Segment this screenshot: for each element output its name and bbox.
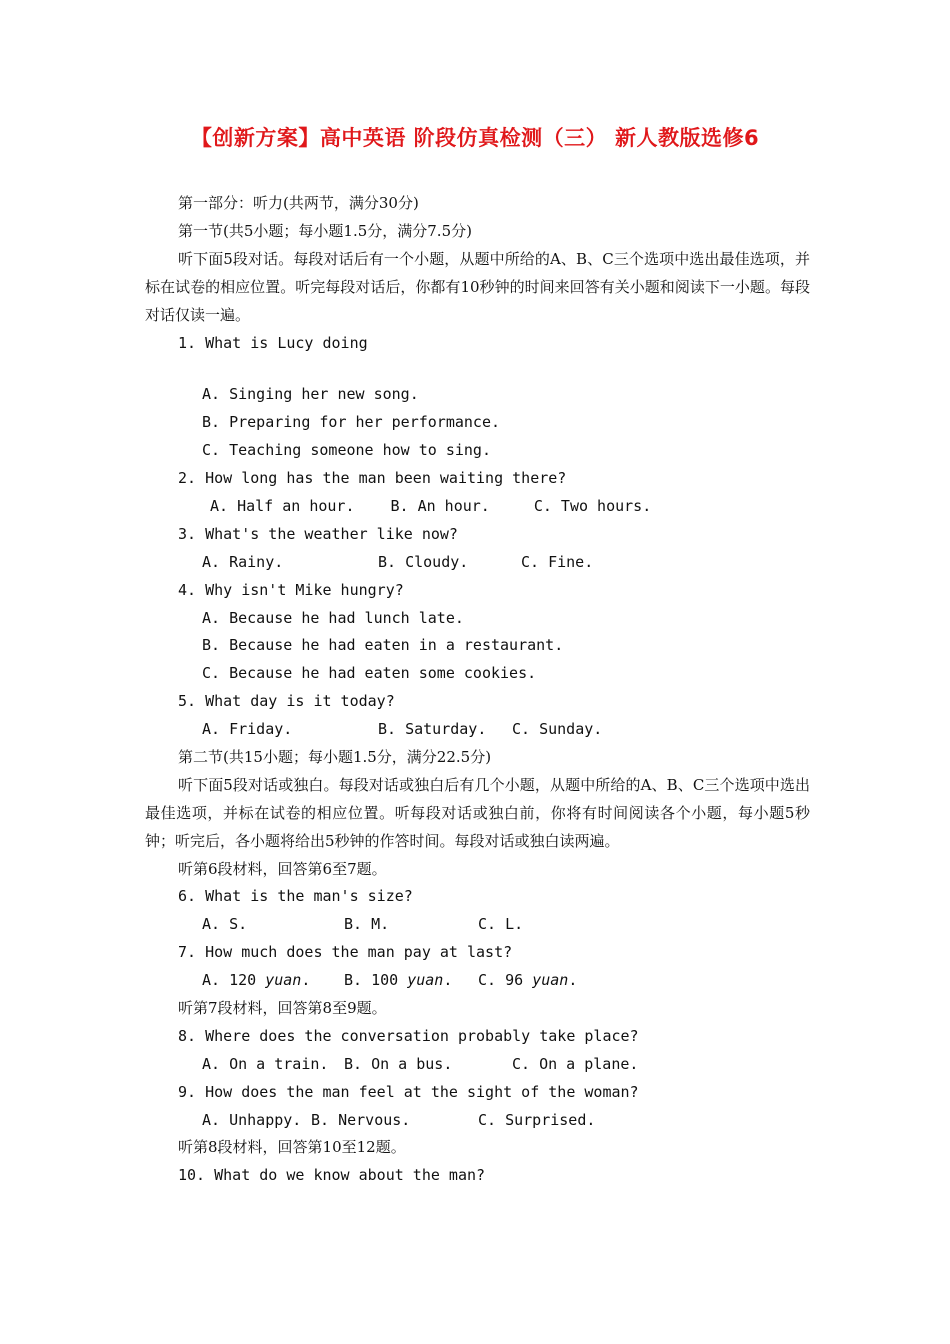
question-4: 4. Why isn't Mike hungry? [178,580,404,599]
option-c: C. Teaching someone how to sing. [202,441,491,460]
instruction-paragraph: 听下面5段对话或独白。每段对话或独白后有几个小题，从题中所给的A、B、C三个选项中选出最佳选项，并标在试卷的相应位置。听每段对话或独白前，你将有时间阅读各个小题，每小题5秒钟；听完后，各小题将给出5秒钟的作答时间。每段对话或独白读两遍。 [145,775,810,850]
instruction-paragraph: 听下面5段对话。每段对话后有一个小题，从题中所给的A、B、C三个选项中选出最佳选项，并标在试卷的相应位置。听完每段对话后，你都有10秒钟的时间来回答有关小题和阅读下一小题。每段对话仅读一遍。 [145,249,810,324]
material-heading: 听第7段材料，回答第8至9题。 [178,999,387,1018]
option-b: B. Cloudy. [378,552,469,571]
section-heading: 第一节(共5小题；每小题1.5分，满分7.5分) [178,221,472,240]
question-10: 10. What do we know about the man? [178,1166,486,1185]
part-heading: 第一部分：听力(共两节，满分30分) [178,194,419,212]
options-row [145,967,810,995]
options-row [145,1107,810,1135]
option-a: A. S. [202,915,248,934]
options-row [145,716,810,744]
option-c: C. 96 yuan. [478,971,578,990]
option-b: B. Because he had eaten in a restaurant. [202,636,564,655]
option-b: B. 100 yuan. [344,971,453,990]
option-a: A. On a train. [202,1054,329,1073]
question-6: 6. What is the man's size? [178,887,413,906]
question-5: 5. What day is it today? [178,692,395,711]
options-row [145,911,810,939]
option-a: A. Unhappy. [202,1110,302,1129]
option-a: A. Because he had lunch late. [202,608,464,627]
question-8: 8. Where does the conversation probably take place? [178,1026,639,1045]
material-heading: 听第6段材料，回答第6至7题。 [178,859,387,878]
question-7: 7. How much does the man pay at last? [178,943,513,962]
question-3: 3. What's the weather like now? [178,524,458,543]
options-row [145,1051,810,1079]
option-b: B. M. [344,915,390,934]
option-a: A. Half an hour. [210,496,355,515]
document-body [145,190,810,1190]
option-a: A. Friday. [202,720,293,739]
option-b: B. An hour. [390,496,490,515]
option-b: B. Nervous. [311,1110,411,1129]
question-1: 1. What is Lucy doing [178,333,368,352]
question-2: 2. How long has the man been waiting there? [178,469,567,488]
document-title: 【创新方案】高中英语 阶段仿真检测（三） 新人教版选修6 [190,126,760,150]
options-row [145,493,810,521]
option-a: A. 120 yuan. [202,971,311,990]
question-9: 9. How does the man feel at the sight of the woman? [178,1082,639,1101]
option-c: C. L. [478,915,524,934]
option-c: C. Sunday. [512,720,603,739]
option-c: C. Because he had eaten some cookies. [202,664,537,683]
option-b: B. Preparing for her performance. [202,413,501,432]
options-row [145,549,810,577]
option-c: C. On a plane. [512,1054,639,1073]
option-c: C. Two hours. [533,496,652,515]
option-c: C. Surprised. [478,1110,596,1129]
option-b: B. Saturday. [378,720,487,739]
material-heading: 听第8段材料，回答第10至12题。 [178,1138,406,1157]
option-a: A. Rainy. [202,552,284,571]
section-heading: 第二节(共15小题；每小题1.5分，满分22.5分) [178,747,492,766]
option-a: A. Singing her new song. [202,385,419,404]
option-c: C. Fine. [521,552,594,571]
option-b: B. On a bus. [344,1054,453,1073]
